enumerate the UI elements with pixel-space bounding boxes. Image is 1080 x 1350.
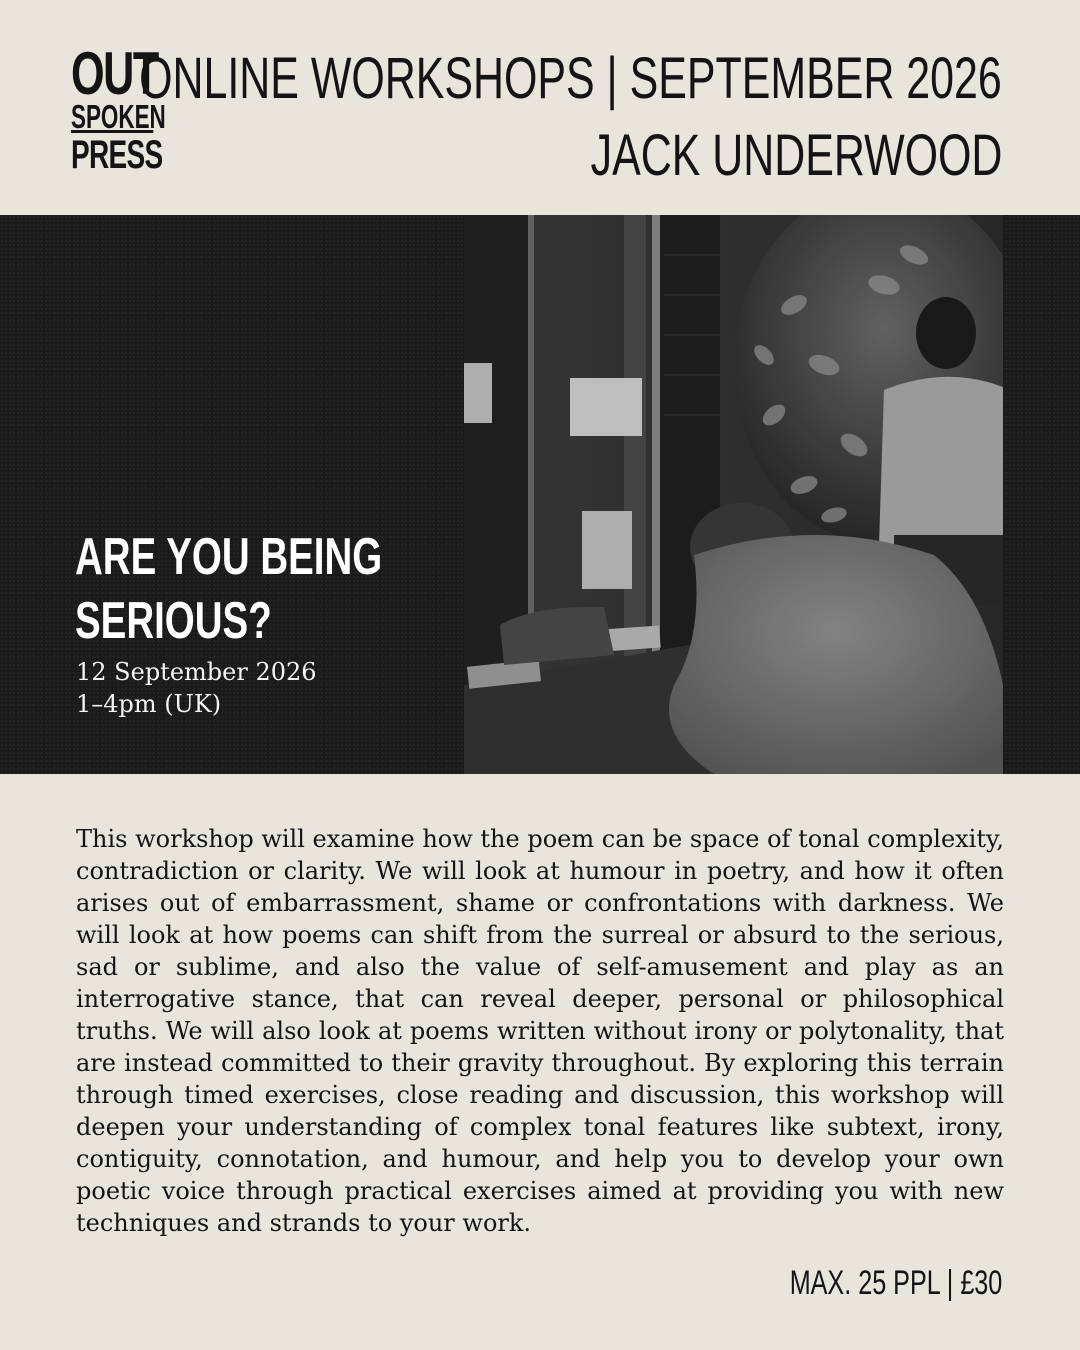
workshop-title bbox=[75, 525, 382, 653]
workshop-description: This workshop will examine how the poem can be space of tonal complexity, contradiction or clarity. We will look at humour in poetry, and how it often arises out of embarrassment, shame or confrontations with darkness. We will look at how poems can shift from the surreal or absurd to the serious, sad or sublime, and also the value of self-amusement and play as an interrogative stance, that can reveal deeper, personal or philosophical truths. We will also look at poems written without irony or polytonality, that are instead committed to their gravity throughout. By exploring this terrain through timed exercises, close reading and discussion, this workshop will deepen your understanding of complex tonal features like subtext, irony, contiguity, connotation, and humour, and help you to develop your own poetic voice through practical exercises aimed at providing you with new techniques and strands to your work. bbox=[76, 825, 1004, 1237]
logo-line-press: PRESS bbox=[71, 133, 163, 177]
workshop-time: 1–4pm (UK) bbox=[76, 690, 222, 718]
workshop-photo bbox=[464, 215, 1003, 774]
logo-line-out: OUT bbox=[71, 40, 158, 107]
workshop-date: 12 September 2026 bbox=[76, 658, 317, 686]
logo-line-spoken: SPOKEN bbox=[71, 98, 166, 135]
header-tutor-name: JACK UNDERWOOD bbox=[590, 123, 1002, 188]
workshop-title-line-1: ARE YOU BEING bbox=[75, 528, 383, 586]
capacity-and-price: MAX. 25 PPL | £30 bbox=[789, 1264, 1002, 1302]
workshop-title-line-2: SERIOUS? bbox=[75, 592, 272, 650]
header-series-title: ONLINE WORKSHOPS | SEPTEMBER 2026 bbox=[139, 46, 1002, 111]
